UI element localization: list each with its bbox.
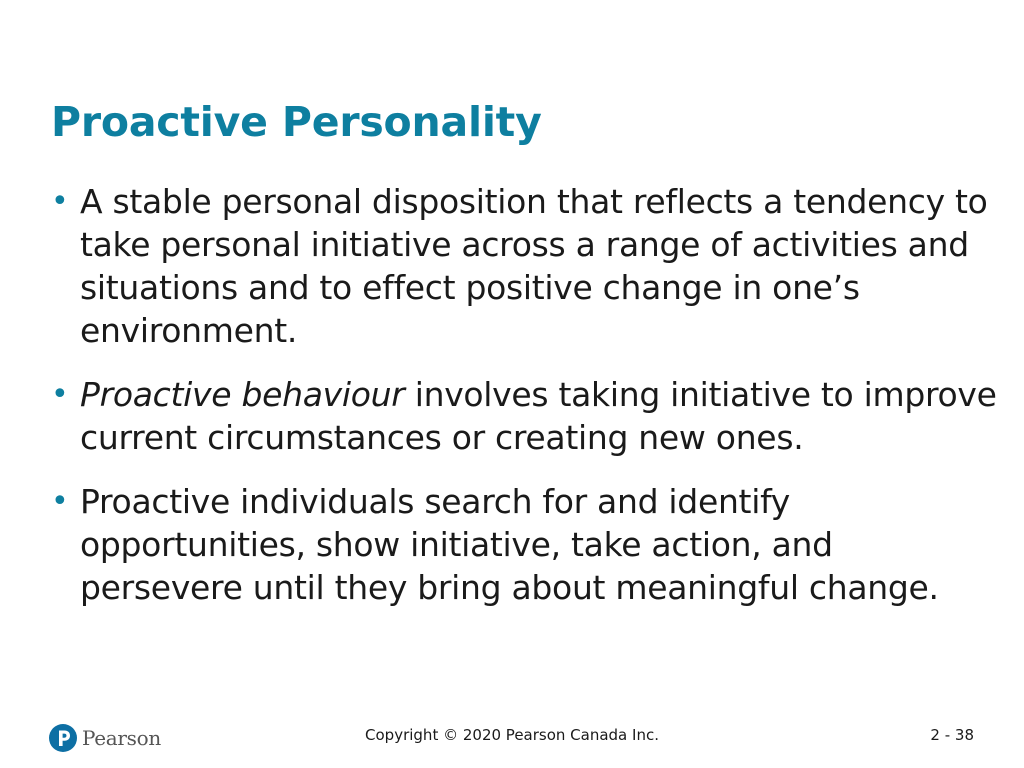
bullet-icon: • bbox=[51, 184, 69, 219]
bullet-item-proactive-behaviour bbox=[51, 373, 1001, 459]
slide-title: Proactive Personality bbox=[51, 98, 542, 146]
bullet-icon: • bbox=[51, 484, 69, 519]
slide-footer bbox=[0, 720, 1024, 756]
slide-number: 2 - 38 bbox=[930, 726, 974, 744]
bullet-item-definition bbox=[51, 180, 1001, 352]
pearson-logo-text: Pearson bbox=[82, 726, 161, 750]
bullet-text: A stable personal disposition that reflects a tendency to take personal initiative across a range of activities and situations and to effect positive change in one’s environment. bbox=[80, 182, 988, 350]
bullet-item-proactive-individuals bbox=[51, 480, 1001, 609]
bullet-icon: • bbox=[51, 377, 69, 412]
bullet-text: Proactive individuals search for and identify opportunities, show initiative, take action, and persevere until they bring about meaningful change. bbox=[80, 482, 939, 607]
copyright-notice: Copyright © 2020 Pearson Canada Inc. bbox=[365, 726, 659, 744]
bullet-text: involves taking initiative to improve current circumstances or creating new ones. bbox=[80, 375, 997, 457]
bullet-emphasis-term: Proactive behaviour bbox=[80, 375, 405, 414]
bullet-list bbox=[51, 180, 1001, 630]
